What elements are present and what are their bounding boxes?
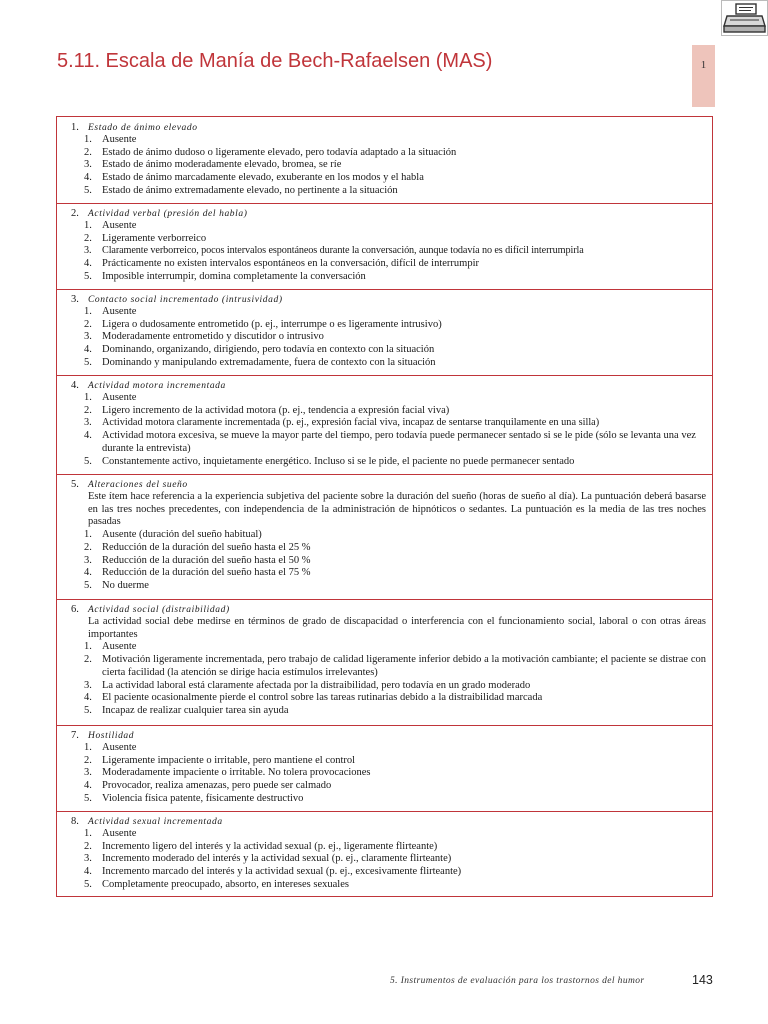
option: 4. Dominando, organizando, dirigiendo, pero todavía en contexto con la situación xyxy=(84,344,435,356)
item-description: La actividad social debe medirse en términos de grado de discapacidad o interferencia con el funcionamiento social, laboral o con otras áreas importantes xyxy=(88,616,706,640)
option-number: 3. xyxy=(84,554,92,566)
item-name: Hostilidad xyxy=(88,731,135,741)
option-number: 3. xyxy=(84,767,92,779)
option: 1. Ausente (duración del sueño habitual) xyxy=(84,529,262,541)
option-number: 1. xyxy=(84,641,92,653)
scale-item-7 xyxy=(57,725,712,806)
scale-table xyxy=(56,116,713,897)
option: 5. Completamente preocupado, absorto, en intereses sexuales xyxy=(84,878,349,890)
option-number: 2. xyxy=(84,146,92,158)
option-list xyxy=(71,392,706,468)
item-number: 8. xyxy=(71,816,79,827)
item-description: Este ítem hace referencia a la experiencia subjetiva del paciente sobre la duración del sueño (horas de sueño al día). La puntuación deberá basarse en las tres noches precedentes, con independencia de la administración de hipnóticos o sedantes. La puntuación es la media de las tres noches pasadas xyxy=(88,491,706,528)
option-number: 5. xyxy=(84,579,92,591)
print-button[interactable] xyxy=(721,0,768,36)
option-number: 2. xyxy=(84,318,92,330)
option: 1. Ausente xyxy=(84,392,137,403)
item-number: 3. xyxy=(71,294,79,305)
option: 3. Actividad motora claramente incrementada (p. ej., expresión facial viva, incapaz de sentarse tranquilamente en una silla) xyxy=(84,417,600,429)
item-name: Estado de ánimo elevado xyxy=(88,123,198,133)
item-name: Actividad social (distraibilidad) xyxy=(88,605,230,615)
option: 3. Estado de ánimo moderadamente elevado, bromea, se ríe xyxy=(84,159,342,171)
option: 4. Reducción de la duración del sueño hasta el 75 % xyxy=(84,567,311,579)
scale-item-2 xyxy=(57,203,712,284)
option-number: 1. xyxy=(84,134,92,145)
option-number: 5. xyxy=(84,270,92,282)
option: 3. Claramente verborreico, pocos intervalos espontáneos durante la conversación, aunque todavía no es difícil interrumpirla xyxy=(84,245,584,257)
option: 1. Ausente xyxy=(84,742,137,753)
item-heading xyxy=(71,479,706,491)
page-number: 143 xyxy=(692,973,713,987)
option-number: 4. xyxy=(84,567,92,579)
option-number: 4. xyxy=(84,866,92,878)
option-list xyxy=(71,742,706,806)
option-list xyxy=(71,641,706,717)
option-list xyxy=(71,220,706,284)
item-heading xyxy=(71,122,706,134)
option: 2. Ligera o dudosamente entrometido (p. ej., interrumpe o es ligeramente intrusivo) xyxy=(84,318,442,330)
item-number: 7. xyxy=(71,730,79,741)
printer-icon xyxy=(721,0,768,36)
option: 5. Imposible interrumpir, domina completamente la conversación xyxy=(84,270,366,282)
chapter-tab xyxy=(692,45,715,107)
option: 3. La actividad laboral está claramente afectada por la distraibilidad, pero todavía en un grado moderado xyxy=(84,679,531,691)
item-heading xyxy=(71,208,706,220)
option: 4. Provocador, realiza amenazas, pero puede ser calmado xyxy=(84,780,332,792)
option-number: 5. xyxy=(84,878,92,890)
scale-item-4 xyxy=(57,375,712,468)
scale-item-1 xyxy=(57,122,712,198)
option-number: 4. xyxy=(84,692,92,704)
option-number: 4. xyxy=(84,258,92,270)
item-name: Alteraciones del sueño xyxy=(88,480,188,490)
item-name: Actividad motora incrementada xyxy=(88,381,226,391)
running-footer: 5. Instrumentos de evaluación para los trastornos del humor xyxy=(390,976,645,986)
option: 3. Moderadamente entrometido y discutidor o intrusivo xyxy=(84,331,324,343)
option-number: 4. xyxy=(84,780,92,792)
option: 3. Incremento moderado del interés y la actividad sexual (p. ej., claramente flirteante) xyxy=(84,853,452,865)
option: 1. Ausente xyxy=(84,220,137,231)
option: 1. Ausente xyxy=(84,134,137,145)
item-heading xyxy=(71,730,706,742)
option-number: 5. xyxy=(84,792,92,804)
option: 5. Violencia física patente, físicamente destructivo xyxy=(84,792,304,804)
option: 2. Incremento ligero del interés y la actividad sexual (p. ej., ligeramente flirteante) xyxy=(84,840,438,852)
option-number: 4. xyxy=(84,172,92,184)
scale-item-3 xyxy=(57,289,712,370)
option-number: 2. xyxy=(84,840,92,852)
item-number: 5. xyxy=(71,479,79,490)
option-number: 5. xyxy=(84,455,92,467)
option-list xyxy=(71,828,706,892)
option-number: 3. xyxy=(84,679,92,691)
option: 5. Constantemente activo, inquietamente energético. Incluso si se le pide, el paciente no puede permanecer sentado xyxy=(84,455,575,467)
option-number: 4. xyxy=(84,344,92,356)
option: 4. Actividad motora excesiva, se mueve la mayor parte del tiempo, pero todavía puede permanecer sentado si se le pide (sólo se levanta una vez durante la entrevista) xyxy=(84,430,696,454)
option-number: 1. xyxy=(84,529,92,541)
option-number: 2. xyxy=(84,754,92,766)
option: 2. Ligeramente impaciente o irritable, pero mantiene el control xyxy=(84,754,356,766)
option-list xyxy=(71,306,706,370)
item-heading xyxy=(71,604,706,616)
option-number: 1. xyxy=(84,742,92,753)
option: 1. Ausente xyxy=(84,641,137,653)
option-number: 3. xyxy=(84,417,92,429)
option-number: 3. xyxy=(84,853,92,865)
item-heading xyxy=(71,294,706,306)
option-list xyxy=(71,529,706,593)
option-number: 1. xyxy=(84,306,92,317)
item-name: Actividad sexual incrementada xyxy=(88,817,223,827)
option: 4. Prácticamente no existen intervalos espontáneos en la conversación, difícil de interrumpir xyxy=(84,258,479,270)
option: 2. Ligeramente verborreico xyxy=(84,232,207,244)
option-number: 5. xyxy=(84,704,92,716)
scale-item-6 xyxy=(57,599,712,718)
item-number: 6. xyxy=(71,604,79,615)
item-number: 2. xyxy=(71,208,79,219)
option: 5. Estado de ánimo extremadamente elevado, no pertinente a la situación xyxy=(84,184,398,196)
option: 2. Motivación ligeramente incrementada, pero trabajo de calidad ligeramente inferior debido a la motivación cambiante; el paciente se distrae con cierta facilidad (la atención se dirige hacia estímulos irrelevantes) xyxy=(84,654,706,678)
scale-item-5 xyxy=(57,474,712,593)
option: 1. Ausente xyxy=(84,828,137,839)
option: 1. Ausente xyxy=(84,306,137,317)
option-number: 2. xyxy=(84,654,92,666)
option: 3. Moderadamente impaciente o irritable. No tolera provocaciones xyxy=(84,767,371,779)
option-list xyxy=(71,134,706,198)
option-number: 2. xyxy=(84,232,92,244)
item-number: 4. xyxy=(71,380,79,391)
item-heading xyxy=(71,816,706,828)
option: 4. Incremento marcado del interés y la actividad sexual (p. ej., excesivamente flirteante) xyxy=(84,866,462,878)
option-number: 5. xyxy=(84,184,92,196)
item-heading xyxy=(71,380,706,392)
item-name: Contacto social incrementado (intrusividad) xyxy=(88,295,283,305)
option: 2. Reducción de la duración del sueño hasta el 25 % xyxy=(84,541,311,553)
option-number: 3. xyxy=(84,159,92,171)
option-number: 1. xyxy=(84,220,92,231)
option-number: 2. xyxy=(84,404,92,416)
option-number: 2. xyxy=(84,541,92,553)
option-number: 5. xyxy=(84,356,92,368)
scale-item-8 xyxy=(57,811,712,892)
option: 2. Ligero incremento de la actividad motora (p. ej., tendencia a expresión facial viva) xyxy=(84,404,450,416)
option: 4. El paciente ocasionalmente pierde el control sobre las tareas rutinarias debido a la distraibilidad marcada xyxy=(84,692,543,704)
option: 2. Estado de ánimo dudoso o ligeramente elevado, pero todavía adaptado a la situación xyxy=(84,146,457,158)
option-number: 3. xyxy=(84,331,92,343)
option-number: 1. xyxy=(84,828,92,839)
option: 5. Dominando y manipulando extremadamente, fuera de contexto con la situación xyxy=(84,356,436,368)
item-number: 1. xyxy=(71,122,79,133)
page-title: 5.11. Escala de Manía de Bech-Rafaelsen (MAS) xyxy=(57,50,493,72)
option-number: 4. xyxy=(84,430,92,442)
option: 4. Estado de ánimo marcadamente elevado, exuberante en los modos y el habla xyxy=(84,172,424,184)
chapter-tab-label: 1 xyxy=(700,59,707,71)
option-number: 1. xyxy=(84,392,92,403)
option: 5. Incapaz de realizar cualquier tarea sin ayuda xyxy=(84,704,289,716)
item-name: Actividad verbal (presión del habla) xyxy=(88,209,248,219)
option: 5. No duerme xyxy=(84,579,149,591)
option: 3. Reducción de la duración del sueño hasta el 50 % xyxy=(84,554,311,566)
option-number: 3. xyxy=(84,245,92,257)
